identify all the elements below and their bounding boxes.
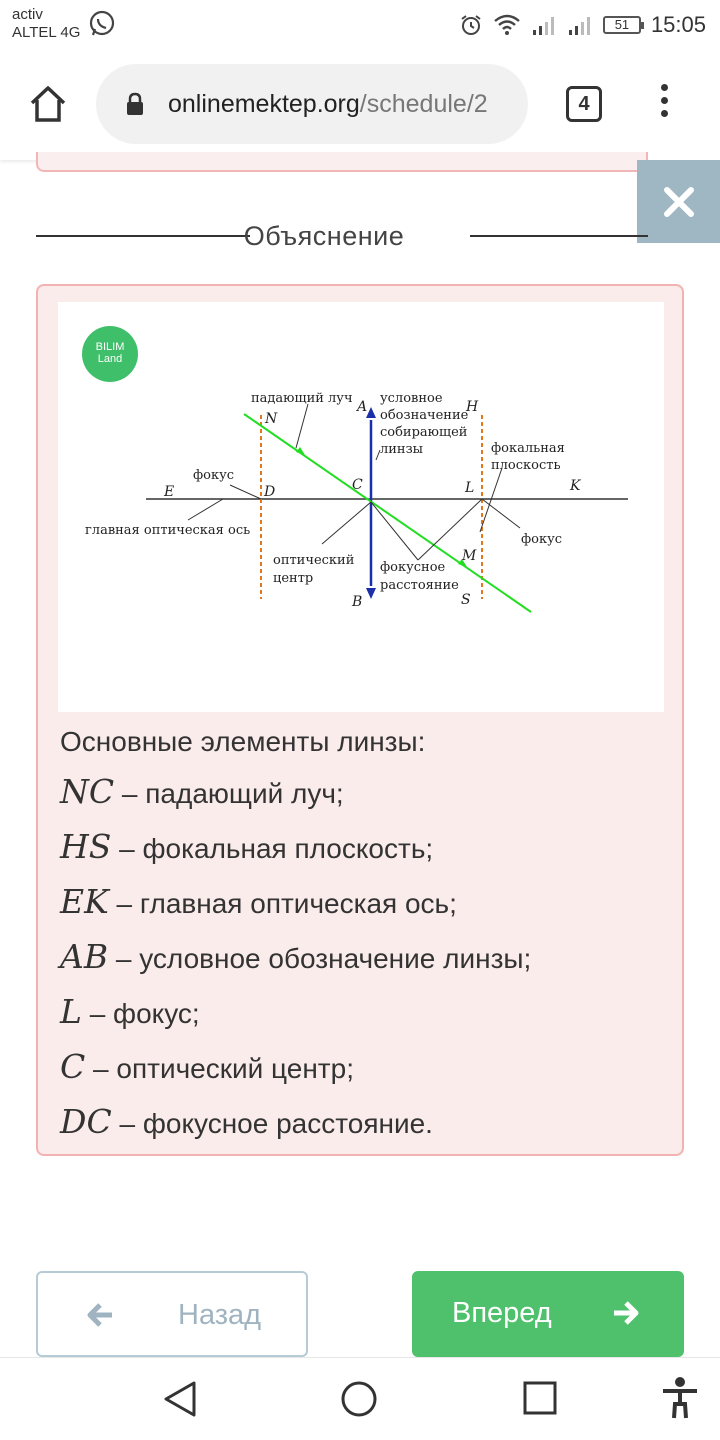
list-item [60, 884, 660, 922]
leader-main-axis [188, 499, 223, 520]
system-recents-icon[interactable] [522, 1380, 558, 1416]
item-symbol: HS [60, 827, 112, 866]
leader-optical-center [322, 502, 371, 544]
list-item [60, 829, 660, 867]
battery-icon [603, 16, 641, 34]
status-icons [459, 10, 706, 40]
point-N: N [265, 411, 278, 427]
explanation-card [36, 284, 684, 1156]
item-text: – фокусное расстояние. [111, 1108, 433, 1139]
carrier-info [12, 6, 80, 42]
arrow-right-icon [610, 1297, 642, 1329]
item-text: – фокус; [81, 998, 200, 1029]
list-item [60, 994, 660, 1032]
lock-icon [124, 92, 146, 116]
point-K: K [570, 478, 581, 494]
alarm-icon [459, 13, 483, 37]
list-item [60, 1104, 660, 1142]
explanation-text [60, 724, 660, 1159]
point-D: D [264, 484, 276, 500]
back-button[interactable] [36, 1271, 308, 1357]
carrier-line2: ALTEL 4G [12, 24, 81, 41]
label-incident-ray: падающий луч [251, 391, 353, 406]
label-focal-length-1: фокусное [380, 560, 446, 575]
item-symbol: AB [60, 937, 109, 976]
item-text: – падающий луч; [114, 778, 344, 809]
item-text: – оптический центр; [85, 1053, 354, 1084]
item-symbol: EK [60, 882, 109, 921]
accessibility-icon[interactable] [660, 1376, 700, 1420]
clock: 15:05 [650, 12, 706, 37]
item-text: – главная оптическая ось; [108, 888, 457, 919]
item-symbol: C [60, 1047, 86, 1086]
logo-line2: Land [97, 353, 123, 365]
label-lens-symbol-4: линзы [380, 442, 424, 457]
url-domain: onlinemektep.org [168, 90, 360, 118]
signal-icon-1 [531, 14, 557, 36]
url-text[interactable] [168, 88, 488, 120]
whatsapp-icon [88, 10, 116, 38]
item-text: – условное обозначение линзы; [108, 943, 532, 974]
point-L: L [465, 480, 475, 496]
lens-arrow-up [366, 407, 376, 418]
system-back-icon[interactable] [162, 1380, 198, 1418]
point-S: S [461, 592, 471, 608]
close-button[interactable] [637, 160, 720, 243]
label-focus-left: фокус [193, 468, 235, 483]
label-focal-length-2: расстояние [380, 578, 459, 593]
arrow-left-icon [84, 1299, 116, 1331]
lens-diagram [58, 302, 664, 712]
label-optical-center-1: оптический [273, 553, 355, 568]
signal-icon-2 [567, 14, 593, 36]
next-button[interactable] [412, 1271, 684, 1357]
point-M: M [462, 548, 477, 564]
next-button-label: Вперед [452, 1297, 552, 1329]
browser-toolbar [0, 50, 720, 160]
back-button-label: Назад [178, 1299, 262, 1331]
previous-card-edge [36, 152, 648, 172]
point-C: C [352, 477, 363, 493]
carrier-line1: activ [12, 6, 43, 23]
list-item [60, 939, 660, 977]
label-main-axis: главная оптическая ось [85, 523, 251, 538]
leader-focus-left [230, 485, 261, 499]
label-lens-symbol-3: собирающей [380, 425, 468, 440]
more-menu-icon[interactable] [656, 84, 672, 124]
url-path: /schedule/2 [359, 90, 488, 118]
point-H: H [466, 399, 479, 415]
item-text: – фокальная плоскость; [111, 833, 434, 864]
label-lens-symbol-1: условное [380, 391, 443, 406]
label-focal-plane-1: фокальная [491, 441, 565, 456]
logo-line1: BILIM [95, 341, 125, 353]
tab-switcher-button[interactable]: 4 [566, 86, 602, 122]
leader-focal-length-1 [371, 502, 418, 560]
system-home-icon[interactable] [340, 1380, 378, 1418]
item-symbol: NC [60, 772, 115, 811]
item-symbol: L [60, 992, 82, 1031]
label-focal-plane-2: плоскость [491, 458, 561, 473]
point-A: A [357, 399, 368, 415]
label-focus-right: фокус [521, 532, 563, 547]
close-icon [661, 184, 697, 220]
point-B: B [352, 594, 363, 610]
lens-arrow-down [366, 588, 376, 599]
system-nav-bar [0, 1357, 720, 1440]
list-item [60, 1049, 660, 1087]
wifi-icon [493, 14, 521, 36]
item-symbol: DC [60, 1102, 112, 1141]
point-E: E [164, 484, 175, 500]
explanation-heading: Основные элементы линзы: [60, 726, 426, 757]
label-lens-symbol-2: обозначение [380, 408, 469, 423]
leader-focus-right [482, 499, 520, 528]
battery-level: 51 [614, 17, 630, 32]
section-title: Объяснение [243, 221, 405, 251]
lens-diagram-svg [58, 302, 664, 712]
home-icon[interactable] [26, 82, 70, 126]
address-bar[interactable] [96, 64, 528, 144]
list-item [60, 774, 660, 812]
leader-incident-ray [296, 404, 308, 448]
label-optical-center-2: центр [273, 571, 314, 586]
status-bar [0, 0, 720, 50]
